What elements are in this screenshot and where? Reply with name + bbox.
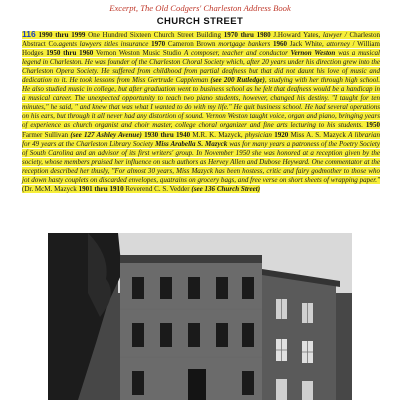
entry-segment: Cameron Brown: [165, 40, 219, 49]
entry-segment: Miss Arabella S. Mazyck: [155, 139, 228, 148]
source-caption: Excerpt, The Old Codgers' Charleston Address Book: [109, 3, 291, 13]
entry-segment: 1950 thru 1960: [46, 49, 94, 58]
entry-segment: M.R. K. Mazyck,: [190, 130, 245, 139]
entry-segment: Vernon Weston: [290, 49, 336, 58]
entry-segment: attorney: [326, 40, 350, 49]
building-photo-image: [48, 233, 352, 400]
entry-segment: 1930 thru 1940: [144, 130, 191, 139]
entry-segment: Charleston Abstract Co.: [22, 31, 380, 49]
entry-segment: was a musical legend in Charleston. He was founder of the Charleston Choral Society which, after 20 years under his direction grew into the Charleston Opera Society. He suffered from childhood from partial deafness but that did not daunt his love of music and dedication to it. He took lessons from Miss Gertrude Cappleman: [22, 49, 380, 85]
entry-segment: physician: [244, 130, 272, 139]
entry-segment: Vernon Weston Music Studio: [93, 49, 185, 58]
entry-segment: 1960: [272, 40, 288, 49]
entry-segment: Jack White,: [287, 40, 327, 49]
entry-segment: One Hundred Sixteen Church Street Building: [85, 31, 224, 39]
entry-segment: was for many years a patroness of the Poetry Society of South Carolina and an advisor of its first writers' group. In November 1950 she was honored at a reception given by the society, whose members praised her influence on such authors as Hervey Allen and Dubose Heyward. One commentator at the reception described her thusly, "For almost 30 years, Miss Mazyck has been hostess, critic and fairy godmother to those who jot down hasty couplets on discarded envelopes, quatrains on grocery bags, and free verse on short sheets of wrapping paper.": [22, 139, 380, 184]
entry-segment: A composer, teacher and conductor: [184, 49, 291, 58]
entry-segment: mortgage bankers: [218, 40, 271, 49]
entry-segment: 1901 thru 1910: [78, 184, 124, 193]
entry-segment: (see 200 Rutledge): [210, 76, 265, 85]
entry-segment: agents lawyers titles insurance: [58, 40, 149, 49]
entry-segment: / William Hodges: [22, 40, 380, 58]
entry-segment: J.Howard Yates,: [270, 31, 323, 39]
entry-segment: A librarian for 49 years at the Charleston Library Society: [22, 130, 381, 148]
entry-segment: Miss A. S. Mazyck: [288, 130, 349, 139]
entry-segment: (Dr. McM. Mazyck: [22, 184, 79, 193]
entry-segment: lawyer /: [322, 31, 347, 39]
entry-segment: , studying with her through high school. He also studied music in college, but after graduation went to business school as he felt that deafness would be a handicap in a musical career. The unexpected opportunity to teach two piano students, however, changed his destiny. "I taught for ten minutes," he said, " and knew that was what I wanted to do with my life." He quit business school. He had several operations on his ears, but through it all never had any distortion of sound. Vernon Weston taught voice, organ and piano, bringing years of experience as church organist and choir master, college choral organizer and fine arts lecturing to his students.: [22, 76, 380, 130]
entry-segment: Farmer Sullivan: [22, 130, 71, 139]
entry-segment: 1970 thru 1980: [223, 31, 271, 39]
entry-segment: 1990 thru 1999: [38, 31, 86, 39]
entry-segment: Reverend C. S. Vedder: [123, 184, 192, 193]
entry-segment: (see 136 Church Street): [191, 184, 261, 193]
street-heading: CHURCH STREET: [156, 16, 244, 27]
address-entry: [22, 30, 380, 194]
entry-segment: 1950: [365, 121, 380, 130]
entry-text: [22, 31, 380, 193]
building-photograph: [48, 233, 352, 400]
street-number: 116: [22, 29, 36, 39]
entry-segment: 1970: [151, 40, 166, 49]
entry-segment: 1920: [274, 130, 289, 139]
highlighted-entry-text: [22, 31, 380, 193]
entry-segment: (see 127 Ashley Avenue): [70, 130, 142, 139]
